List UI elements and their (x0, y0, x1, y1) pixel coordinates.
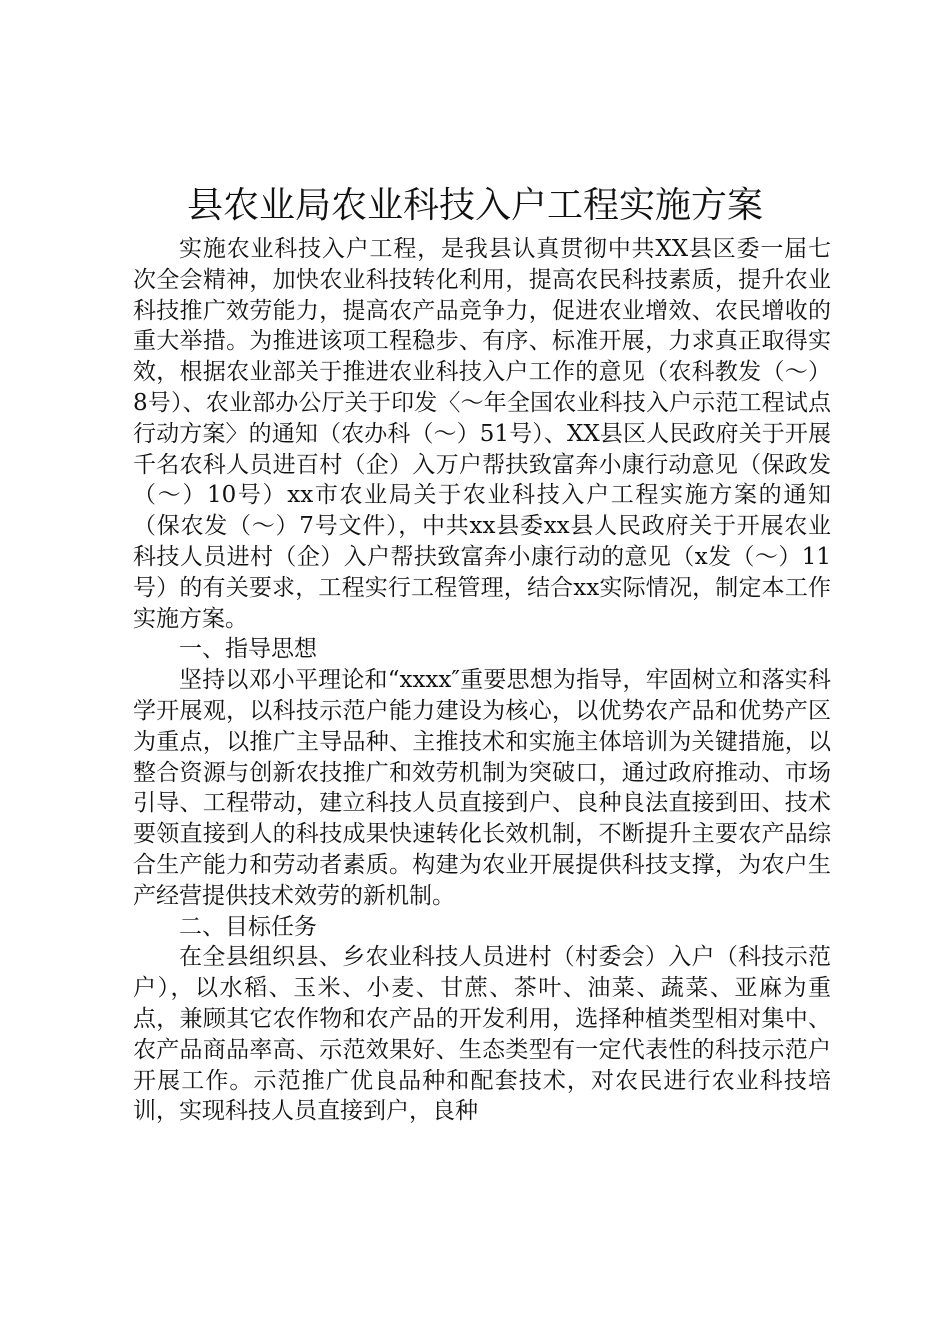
page-title: 县农业局农业科技入户工程实施方案 (186, 185, 763, 226)
paragraph-intro: 实施农业科技入户工程，是我县认真贯彻中共XX县区委一届七次全会精神，加快农业科技转化利用，提高农民科技素质，提升农业科技推广效劳能力，提高农产品竞争力，促进农业增效、农民增收的重大举措。为推进该项工程稳步、有序、标准开展，力求真正取得实效，根据农业部关于推进农业科技入户工作的意见（农科教发（～）8号）、农业部办公厅关于印发〈～年全国农业科技入户示范工程试点行动方案〉的通知（农办科（～）51号）、XX县区人民政府关于开展千名农科人员进百村（企）入万户帮扶致富奔小康行动意见（保政发（～）10号）xx市农业局关于农业科技入户工程实施方案的通知（保农发（～）7号文件），中共xx县委xx县人民政府关于开展农业科技人员进村（企）入户帮扶致富奔小康行动的意见（x发（～）11号）的有关要求，工程实行工程管理，结合xx实际情况，制定本工作实施方案。 (133, 236, 831, 632)
section-heading-goals-tasks: 二、目标任务 (179, 913, 317, 940)
paragraph-goals-tasks: 在全县组织县、乡农业科技人员进村（村委会）入户（科技示范户），以水稻、玉米、小麦、甘蔗、茶叶、油菜、蔬菜、亚麻为重点，兼顾其它农作物和农产品的开发利用，选择种植类型相对集中、农产品商品率高、示范效果好、生态类型有一定代表性的科技示范户开展工作。示范推广优良品种和配套技术，对农民进行农业科技培训，实现科技人员直接到户，良种 (133, 944, 831, 1125)
section-heading-guiding-ideology: 一、指导思想 (179, 636, 317, 663)
paragraph-guiding-ideology: 坚持以邓小平理论和“xxxx″重要思想为指导，牢固树立和落实科学开展观，以科技示范户能力建设为核心，以优势农产品和优势产区为重点，以推广主导品种、主推技术和实施主体培训为关键措施，以整合资源与创新农技推广和效劳机制为突破口，通过政府推动、市场引导、工程带动，建立科技人员直接到户、良种良法直接到田、技术要领直接到人的科技成果快速转化长效机制，不断提升主要农产品综合生产能力和劳动者素质。构建为农业开展提供科技支撑，为农户生产经营提供技术效劳的新机制。 (133, 667, 831, 909)
document-body (133, 234, 831, 1127)
